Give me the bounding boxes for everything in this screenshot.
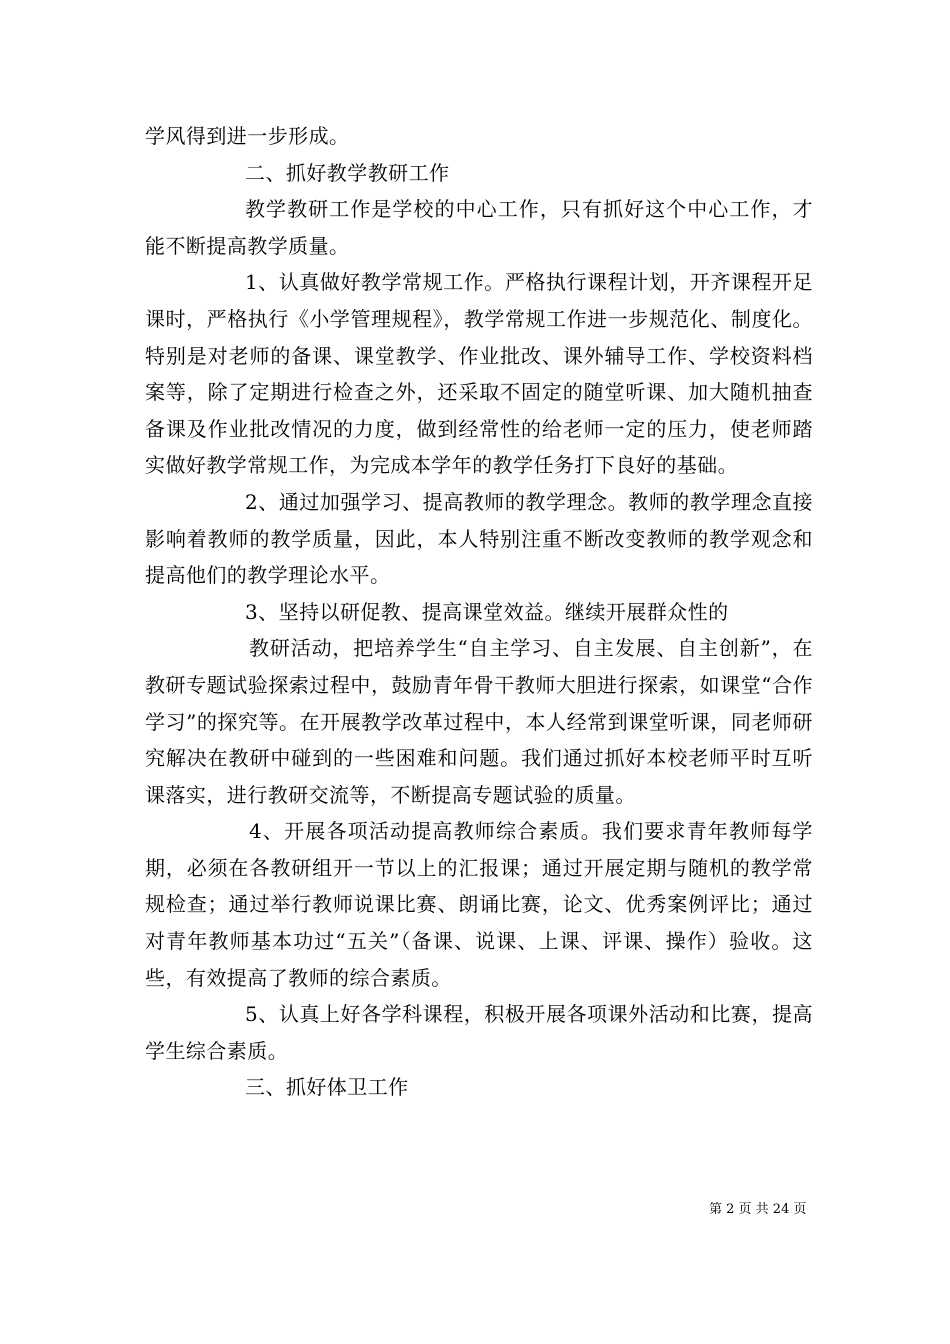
document-body: [145, 118, 813, 1106]
paragraph-item-1: 1、认真做好教学常规工作。严格执行课程计划，开齐课程开足课时，严格执行《小学管理规程》，教学常规工作进一步规范化、制度化。特别是对老师的备课、课堂教学、作业批改、课外辅导工作、学校资料档案等，除了定期进行检查之外，还采取不固定的随堂听课、加大随机抽查备课及作业批改情况的力度，做到经常性的给老师一定的压力，使老师踏实做好教学常规工作，为完成本学年的教学任务打下良好的基础。: [145, 270, 813, 478]
paragraph-item-3-continued: 教研活动，把培养学生“自主学习、自主发展、自主创新”，在教研专题试验探索过程中，鼓励青年骨干教师大胆进行探索，如课堂“合作学习”的探究等。在开展教学改革过程中，本人经常到课堂听课，同老师研究解决在教研中碰到的一些困难和问题。我们通过抓好本校老师平时互听课落实，进行教研交流等，不断提高专题试验的质量。: [145, 636, 813, 807]
paragraph-teaching-research-intro: 教学教研工作是学校的中心工作，只有抓好这个中心工作，才能不断提高教学质量。: [145, 197, 813, 258]
paragraph-item-5: 5、认真上好各学科课程，积极开展各项课外活动和比赛，提高学生综合素质。: [145, 1002, 813, 1063]
paragraph-item-2: 2、通过加强学习、提高教师的教学理念。教师的教学理念直接影响着教师的教学质量，因此，本人特别注重不断改变教师的教学观念和提高他们的教学理论水平。: [145, 489, 813, 588]
paragraph-item-4: 4、开展各项活动提高教师综合素质。我们要求青年教师每学期，必须在各教研组开一节以上的汇报课；通过开展定期与随机的教学常规检查；通过举行教师说课比赛、朗诵比赛，论文、优秀案例评比；通过对青年教师基本功过“五关”（备课、说课、上课、评课、操作）验收。这些，有效提高了教师的综合素质。: [145, 819, 813, 990]
paragraph-item-3: 3、坚持以研促教、提高课堂效益。继续开展群众性的: [245, 599, 729, 624]
section-heading-sports-health: 三、抓好体卫工作: [245, 1075, 409, 1100]
section-heading-teaching-research: 二、抓好教学教研工作: [245, 160, 450, 185]
paragraph-continuation: 学风得到进一步形成。: [145, 124, 350, 148]
page-number: 第 2 页 共 24 页: [709, 1202, 807, 1217]
